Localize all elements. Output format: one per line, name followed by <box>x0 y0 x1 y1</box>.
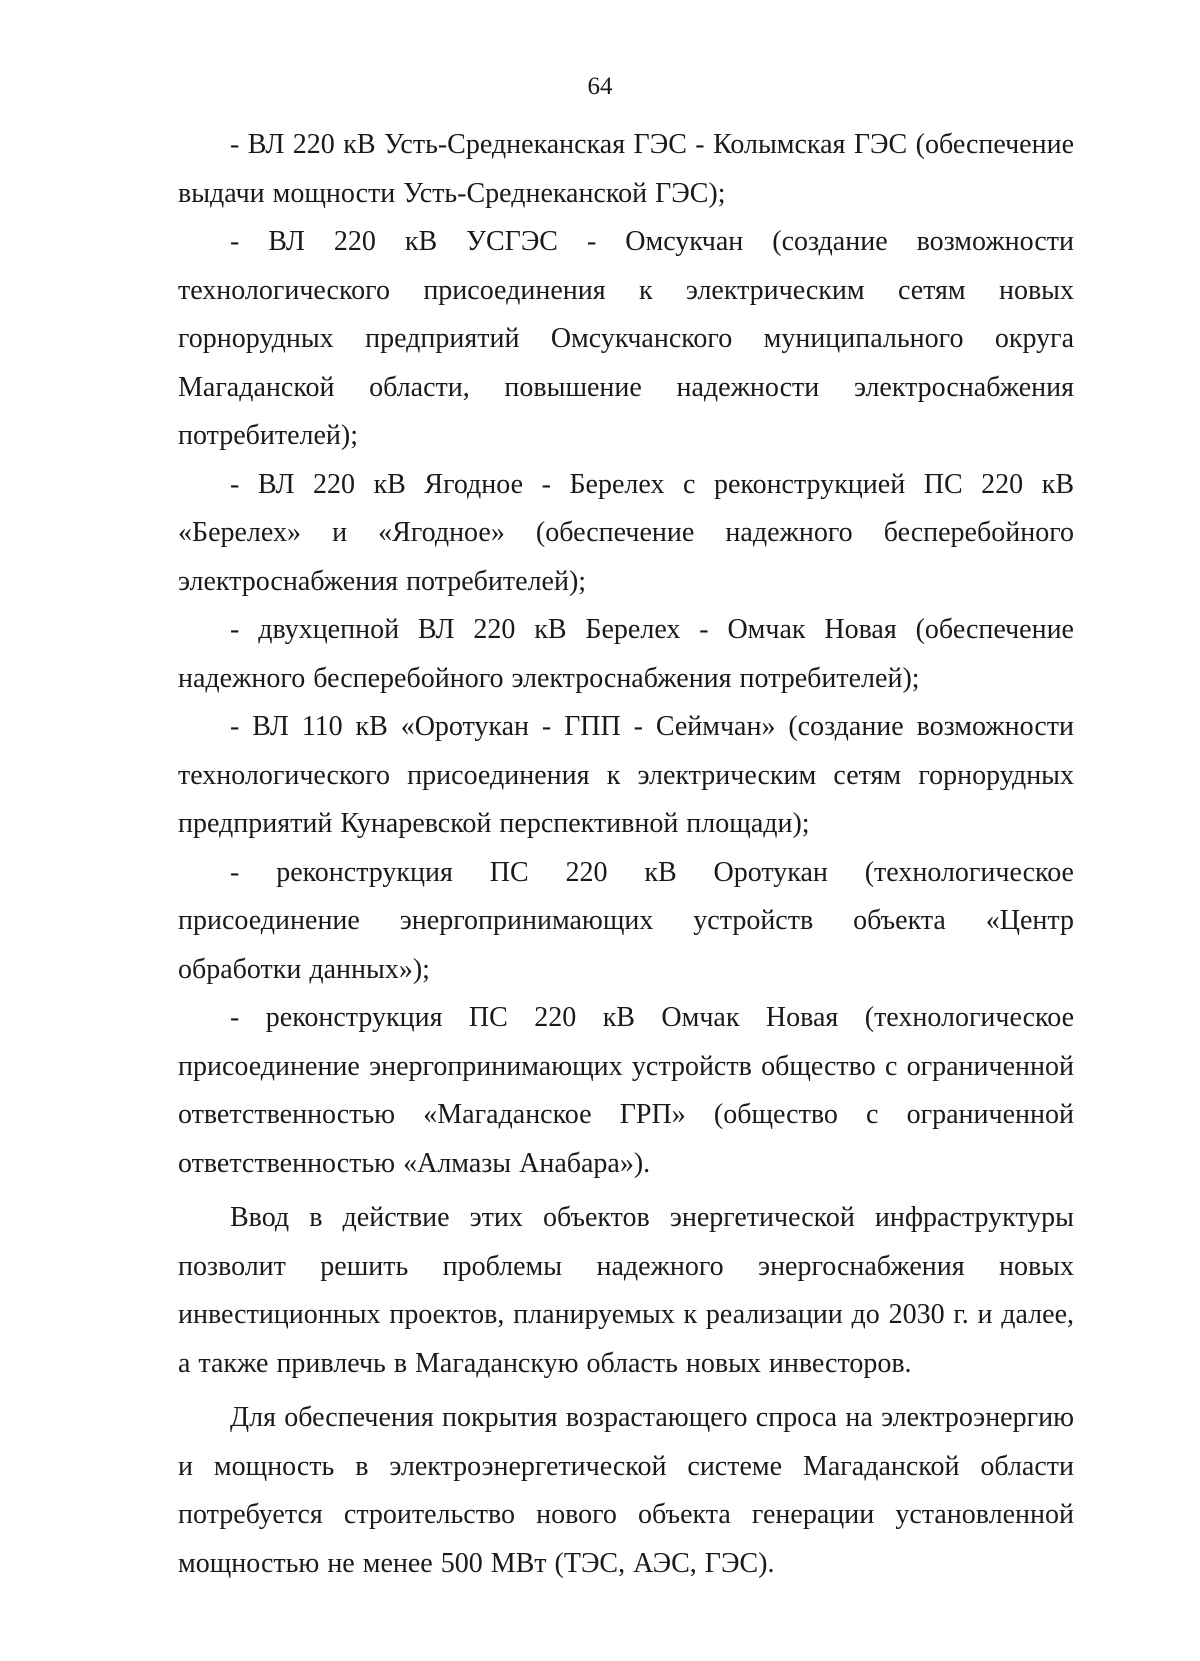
paragraph-generation: Для обеспечения покрытия возрастающего спроса на электроэнергию и мощность в электроэнергетической системе Магаданской области потребуется строительство нового объекта генерации установленной мощностью не менее 500 МВт (ТЭС, АЭС, ГЭС). <box>178 1402 1074 1579</box>
list-item-ps-omchak-novaya: - реконструкция ПС 220 кВ Омчак Новая (технологическое присоединение энергопринимающих устройств общество с ограниченной ответственностью «Магаданское ГРП» (общество с ограниченной ответственностью «Алмазы Анабара»). <box>178 1002 1074 1179</box>
paragraph-infrastructure: Ввод в действие этих объектов энергетической инфраструктуры позволит решить проблемы надежного энергоснабжения новых инвестиционных проектов, планируемых к реализации до 2030 г. и далее, а также привлечь в Магаданскую область новых инвесторов. <box>178 1202 1074 1379</box>
list-item-vl-berelekh-omchak: - двухцепной ВЛ 220 кВ Берелех - Омчак Новая (обеспечение надежного бесперебойного электроснабжения потребителей); <box>178 614 1074 694</box>
list-item-vl-usges-omsukchan: - ВЛ 220 кВ УСГЭС - Омсукчан (создание возможности технологического присоединения к электрическим сетям новых горнорудных предприятий Омсукчанского муниципального округа Магаданской области, повышение надежности электроснабжения потребителей); <box>178 226 1074 451</box>
page-number: 64 <box>587 73 613 100</box>
document-body <box>178 121 1074 1588</box>
list-item-vl-orotukan-seymchan: - ВЛ 110 кВ «Оротукан - ГПП - Сеймчан» (создание возможности технологического присоединения к электрическим сетям горнорудных предприятий Кунаревской перспективной площади); <box>178 711 1074 839</box>
list-item-vl-yagodnoe-berelekh: - ВЛ 220 кВ Ягодное - Берелех с реконструкцией ПС 220 кВ «Берелех» и «Ягодное» (обеспечение надежного бесперебойного электроснабжения потребителей); <box>178 468 1074 597</box>
list-item-vl-ust-srednekanskaya: - ВЛ 220 кВ Усть-Среднеканская ГЭС - Колымская ГЭС (обеспечение выдачи мощности Усть-Среднеканской ГЭС); <box>178 129 1074 209</box>
list-item-ps-orotukan: - реконструкция ПС 220 кВ Оротукан (технологическое присоединение энергопринимающих устройств объекта «Центр обработки данных»); <box>178 856 1074 985</box>
